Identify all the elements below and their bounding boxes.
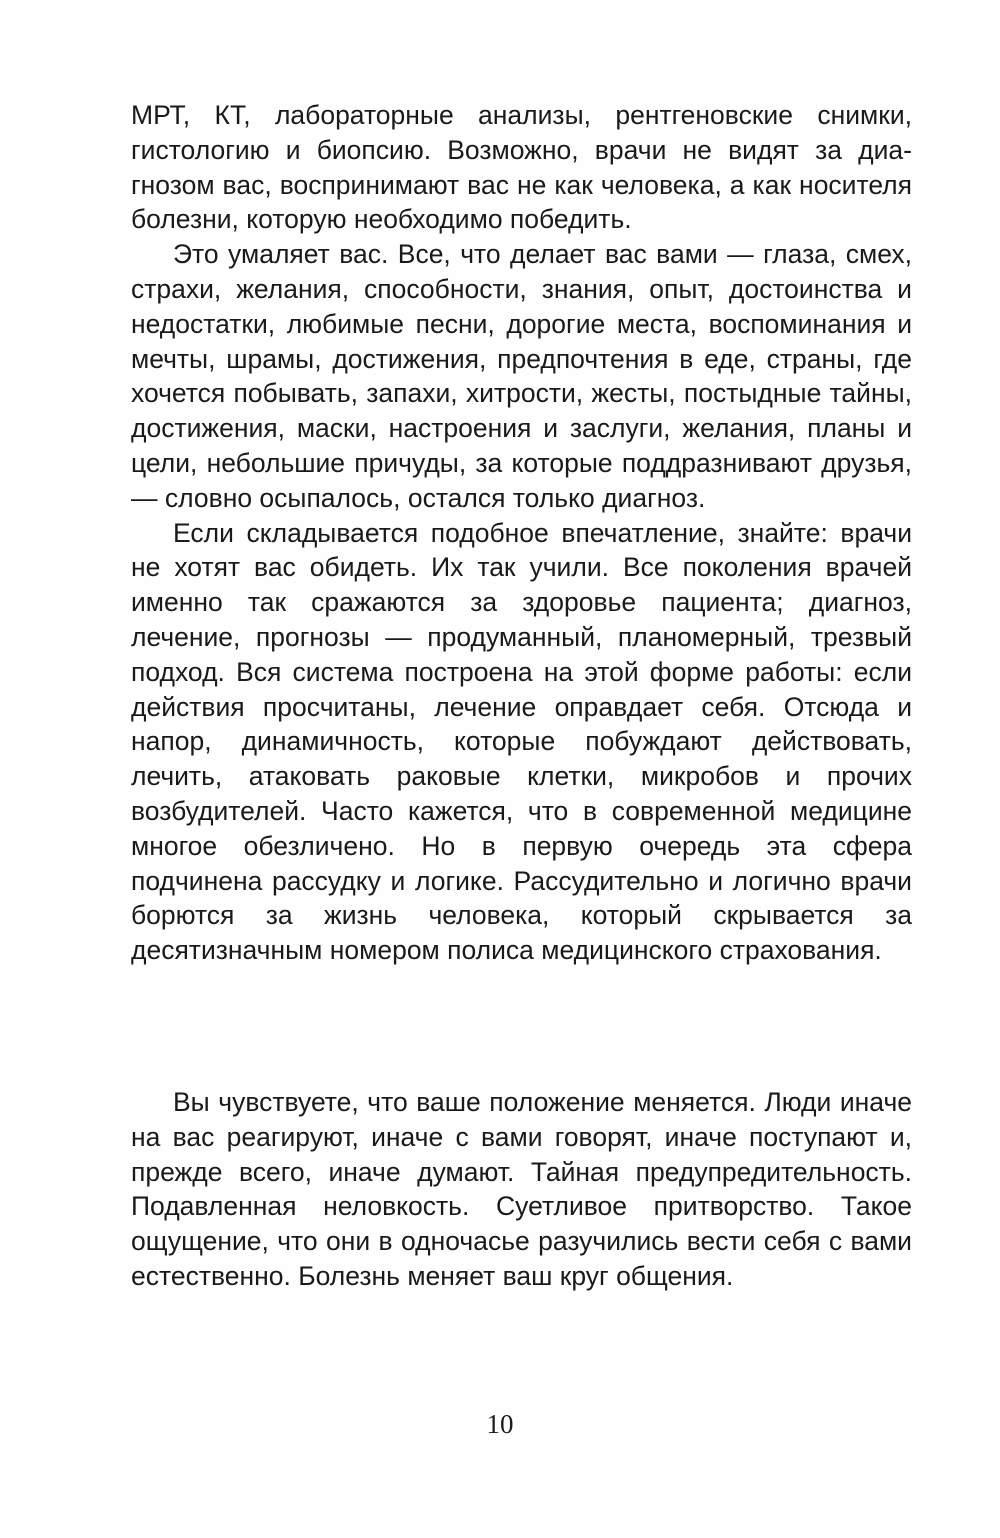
paragraph: Если складывается подобное впечатление, знайте: врачи не хотят вас обидеть. Их так учили. Все поколения врачей именно так сражаются за здоровье пациента; диагноз, лечение, прогнозы — продуманный, планомерный, трезвый подход. Вся система построена на этой форме работы: если действия просчитаны, лечение оправдает себя. Отсюда и напор, динамичность, которые побуждают действовать, лечить, атаковать раковые клетки, микробов и прочих возбудителей. Часто кажется, что в современной медицине многое обезличено. Но в первую очередь эта сфера подчинена рассудку и логике. Рассудительно и логично врачи борются за жизнь человека, который скрывается за десятизначным номером полиса медицинского страхования. <box>131 517 912 966</box>
paragraph: Вы чувствуете, что ваше положение меняется. Люди иначе на вас реагируют, иначе с вами говорят, иначе поступают и, прежде всего, иначе думают. Тайная предупредительность. Подавленная неловкость. Суетливое притворство. Такое ощущение, что они в одночасье разучились вести себя с вами естественно. Болезнь меняет ваш круг общения. <box>131 1087 912 1291</box>
paragraph-continuation: МРТ, КТ, лабораторные анализы, рентгеновские снимки, гистологию и биопсию. Возможно, врачи не видят за диагнозом вас, воспринимают вас не как человека, а как носителя болезни, которую необходимо победить. <box>131 100 912 235</box>
section-text-block <box>131 1085 912 1294</box>
paragraph: Это умаляет вас. Все, что делает вас вами — глаза, смех, страхи, желания, способности, знания, опыт, достоинства и недостатки, любимые песни, дорогие места, воспоминания и мечты, шрамы, достижения, предпочтения в еде, страны, где хочется побывать, запахи, хитрости, жесты, постыдные тайны, достижения, маски, настроения и заслуги, желания, планы и цели, небольшие причуды, за которые поддразнивают друзья, — словно осыпалось, остался только диагноз. <box>131 239 912 513</box>
page-number: 10 <box>486 1409 514 1439</box>
main-text-block <box>131 98 912 968</box>
